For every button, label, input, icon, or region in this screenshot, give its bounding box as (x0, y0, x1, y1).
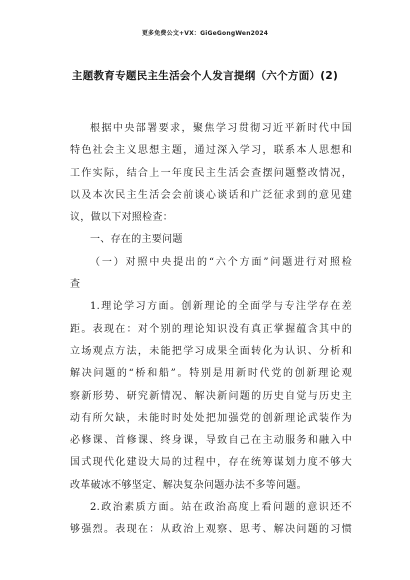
text-line: 以及本次民主生活会会前谈心谈话和广泛征求到的意见建 (70, 189, 352, 201)
text-line: 够强烈。表现在：从政治上观察、思考、解决问题的习惯 (70, 524, 352, 536)
text-line: 一、存在的主要问题 (90, 234, 183, 246)
text-line: 特色社会主义思想主题，通过深入学习，联系本人思想和 (70, 145, 352, 157)
text-line: 国式现代化建设大局的过程中，存在统筹谋划力度不够大 (70, 457, 352, 469)
header-note: 更多免费公文+VX：GiGeGongWen2024 (141, 30, 269, 37)
text-line: 查 (70, 279, 81, 291)
text-line: 工作实际，结合上一年度民主生活会查摆问题整改情况， (70, 167, 352, 179)
text-line: 根据中央部署要求，聚焦学习贯彻习近平新时代中国 (90, 123, 352, 134)
text-line: 议，做以下对照检查： (70, 212, 173, 224)
text-line: 2.政治素质方面。站在政治高度上看问题的意识还不 (90, 502, 352, 514)
text-line: （一）对照中央提出的“六个方面”问题进行对照检 (90, 256, 352, 268)
text-line: 解决问题的“桥和船”。特别是用新时代党的创新理论观 (70, 368, 352, 380)
text-line: 距。表现在：对个别的理论知识没有真正掌握蕴含其中的 (70, 323, 352, 335)
text-line: 1.理论学习方面。创新理论的全面学与专注学存在差 (90, 301, 352, 313)
text-line: 立场观点方法，未能把学习成果全面转化为认识、分析和 (70, 345, 352, 357)
text-line: 动有所欠缺，未能时时处处把加强党的创新理论武装作为 (70, 412, 352, 424)
body-text (70, 118, 352, 542)
text-line: 必修课、首修课、终身课，导致自己在主动服务和融入中 (70, 435, 352, 447)
text-line: 察新形势、研究新情况、解决新问题的历史自觉与历史主 (70, 390, 352, 402)
text-line: 改革破冰不够坚定、解决复杂问题办法不多等问题。 (70, 479, 307, 491)
document-title: 主题教育专题民主生活会个人发言提纲（六个方面）(2) (71, 70, 339, 82)
